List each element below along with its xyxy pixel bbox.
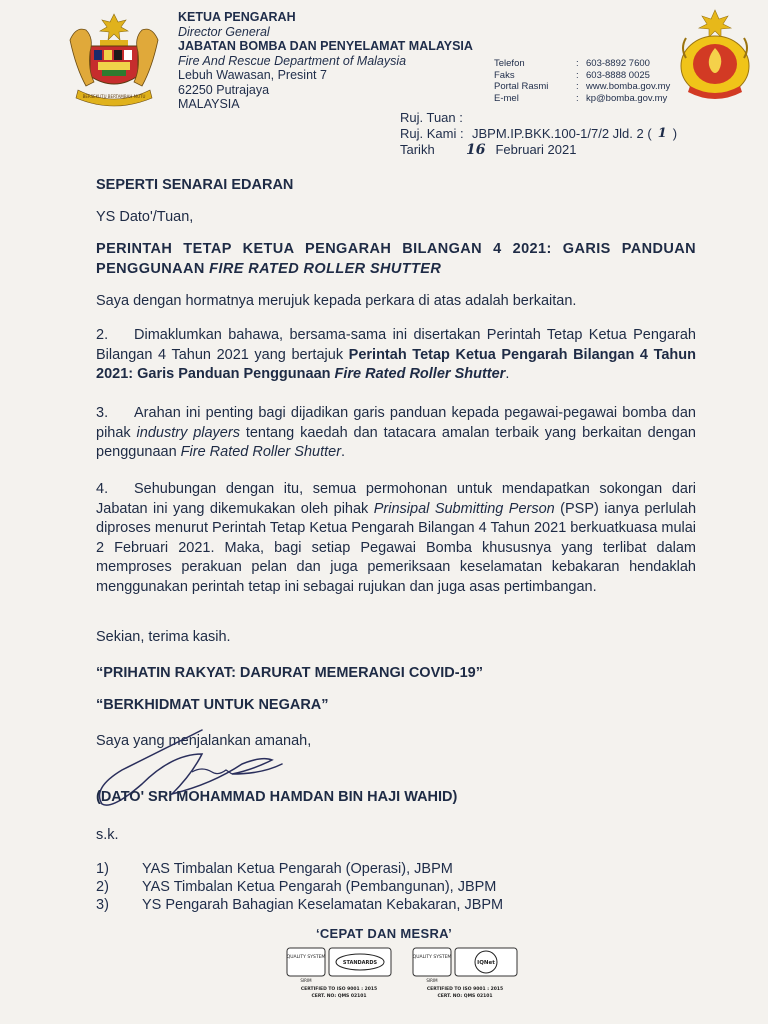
paragraph-2-end: .: [505, 366, 510, 382]
signatory-name: (DATO' SRI MOHAMMAD HAMDAN BIN HAJI WAHID): [96, 789, 458, 805]
cc-item: [96, 878, 503, 896]
badge-label: SIRIM: [300, 978, 312, 983]
quality-system-badge-right: [413, 948, 452, 983]
badge-label: QUALITY SYSTEM: [286, 955, 326, 960]
cc-item-number: 2): [96, 879, 109, 895]
ruj-kami-close: ): [672, 126, 678, 141]
ruj-tuan-row: [400, 110, 677, 126]
paragraph-2-text: Dimaklumkan bahawa, bersama-sama ini disertakan Perintah Tetap Ketua Pengarah Bilangan 4 Tahun 2021 yang bertajuk: [96, 327, 696, 363]
subject-line2-italic: FIRE RATED ROLLER SHUTTER: [209, 260, 442, 277]
paragraph-4-text: Sehubungan dengan itu, semua permohonan untuk mendapatkan sokongan dari Jabatan ini yang dikemukakan oleh pihak: [96, 481, 696, 517]
ruj-kami-label: Ruj. Kami :: [400, 126, 464, 141]
paragraph-3-end: .: [341, 444, 346, 460]
ruj-kami-handwritten: 1: [657, 126, 667, 141]
contact-value: www.bomba.gov.my: [586, 81, 671, 92]
subject-line1: PERINTAH TETAP KETUA PENGARAH BILANGAN 4 2021: GARIS PANDUAN: [96, 241, 696, 257]
standards-badge: [329, 948, 391, 976]
paragraph-3-italic-2: Fire Rated Roller Shutter: [180, 444, 342, 460]
cert-left-text: CERTIFIED TO ISO 9001 : 2015: [300, 987, 378, 992]
slogan-2: “BERKHIDMAT UNTUK NEGARA”: [96, 697, 329, 713]
contact-value: 603-8888 0025: [586, 69, 650, 81]
address-line1: Lebuh Wawasan, Presint 7: [178, 68, 327, 82]
badge-label: STANDARDS: [342, 960, 378, 966]
subject-line2-text: PENGGUNAAN: [96, 260, 210, 277]
paragraph-2-number: 2.: [96, 327, 109, 343]
tarikh-label: Tarikh: [400, 142, 435, 157]
address-line2: 62250 Putrajaya: [178, 82, 270, 97]
certification-badges: [285, 944, 525, 1016]
slogan-1: “PRIHATIN RAKYAT: DARURAT MEMERANGI COVID-19”: [96, 665, 483, 681]
cc-item-text: YS Pengarah Bahagian Keselamatan Kebakaran, JBPM: [142, 897, 504, 913]
cc-item-text: YAS Timbalan Ketua Pengarah (Pembangunan), JBPM: [142, 879, 497, 895]
cc-item-text: YAS Timbalan Ketua Pengarah (Operasi), JBPM: [142, 861, 453, 877]
contact-value: 603-8892 7600: [586, 58, 650, 69]
cert-right-number: CERT. NO: QMS 02101: [437, 994, 493, 999]
contact-row-portal: Portal Rasmi : www.bomba.gov.my: [494, 81, 671, 92]
quality-system-badge-left: [287, 948, 326, 983]
crest-motto: BERSEKUTU BERTAMBAH MUTU: [82, 94, 146, 99]
trust-line: Saya yang menjalankan amanah,: [96, 733, 312, 749]
cert-left-number: CERT. NO: QMS 02101: [311, 994, 367, 999]
contact-label: E-mel: [494, 92, 519, 104]
badge-label: SIRIM: [426, 978, 438, 983]
paragraph-2-bold: Perintah Tetap Ketua Pengarah Bilangan 4 Tahun 2021: Garis Panduan Penggunaan: [96, 346, 696, 382]
tarikh-day-handwritten: 16: [466, 142, 486, 158]
title-ms: KETUA PENGARAH: [178, 10, 296, 24]
paragraph-3: [96, 404, 696, 463]
recipient: SEPERTI SENARAI EDARAN: [96, 177, 294, 193]
ruj-kami-value: JBPM.IP.BKK.100-1/7/2 Jld. 2 (: [472, 126, 652, 141]
badge-label: QUALITY SYSTEM: [412, 955, 452, 960]
cc-item-number: 1): [96, 861, 109, 877]
department-ms: JABATAN BOMBA DAN PENYELAMAT MALAYSIA: [178, 39, 473, 53]
address-country: MALAYSIA: [178, 97, 240, 111]
contact-label: Portal Rasmi: [494, 81, 549, 92]
cc-list: [96, 860, 503, 914]
paragraph-2: [96, 326, 696, 385]
paragraph-3-text-2: tentang kaedah dan tatacara amalan terbaik yang berkaitan dengan penggunaan: [96, 424, 696, 460]
paragraph-3-italic: industry players: [136, 424, 240, 441]
salutation: YS Dato'/Tuan,: [96, 209, 194, 225]
tarikh-row: [400, 142, 677, 158]
ruj-kami-row: [400, 126, 677, 142]
footer-motto: ‘CEPAT DAN MESRA’: [315, 926, 453, 941]
badge-label: IQNet: [477, 960, 495, 966]
department-en: Fire And Rescue Department of Malaysia: [178, 53, 407, 68]
paragraph-4-italic: Prinsipal Submitting Person: [373, 500, 555, 517]
contact-value: kp@bomba.gov.my: [586, 92, 668, 104]
closing: Sekian, terima kasih.: [96, 629, 231, 645]
sk-label: s.k.: [96, 827, 119, 843]
paragraph-4-text-2: (PSP) ianya perlulah diproses menurut Perintah Tetap Ketua Pengarah Bilangan 4 Tahun 2021 berkuatkuasa mulai 2 Februari 2021. Maka, bagi setiap Pegawai Bomba khususnya yang terlibat dalam memproses perakuan pelan dan juga pemeriksaan keselamatan kebakaran hendaklah menggunakan perintah tetap ini sebagai rujukan dan juga asas pertimbangan.: [96, 500, 697, 595]
paragraph-4: [96, 480, 696, 597]
paragraph-1: Saya dengan hormatnya merujuk kepada perkara di atas adalah berkaitan.: [96, 293, 577, 309]
paragraph-4-number: 4.: [96, 481, 109, 497]
national-crest-icon: [58, 10, 170, 110]
contact-block: [494, 58, 670, 104]
paragraph-3-number: 3.: [96, 405, 109, 421]
cc-item: [96, 860, 503, 878]
contact-label: Telefon: [494, 58, 525, 69]
letterhead: [178, 10, 473, 112]
title-en: Director General: [178, 24, 270, 39]
iqnet-badge: [455, 948, 517, 976]
subject-line2: [96, 260, 696, 280]
cc-item-number: 3): [96, 897, 109, 913]
reference-block: [400, 110, 677, 158]
contact-label: Faks: [494, 69, 515, 81]
paragraph-2-bold-italic: Fire Rated Roller Shutter: [334, 366, 506, 382]
ruj-tuan-label: Ruj. Tuan :: [400, 110, 463, 125]
paragraph-3-text: Arahan ini penting bagi dijadikan garis panduan kepada pegawai-pegawai bomba dan pihak: [96, 405, 696, 441]
subject: [96, 240, 696, 279]
cc-item: [96, 896, 503, 914]
tarikh-month-year: Februari 2021: [495, 142, 577, 157]
bomba-logo-icon: [676, 8, 754, 104]
contact-row-fax: Faks : 603-8888 0025: [494, 69, 650, 81]
contact-row-email: E-mel : kp@bomba.gov.my: [494, 92, 668, 104]
cert-right-text: CERTIFIED TO ISO 9001 : 2015: [426, 987, 504, 992]
contact-row-phone: Telefon : 603-8892 7600: [494, 58, 650, 69]
